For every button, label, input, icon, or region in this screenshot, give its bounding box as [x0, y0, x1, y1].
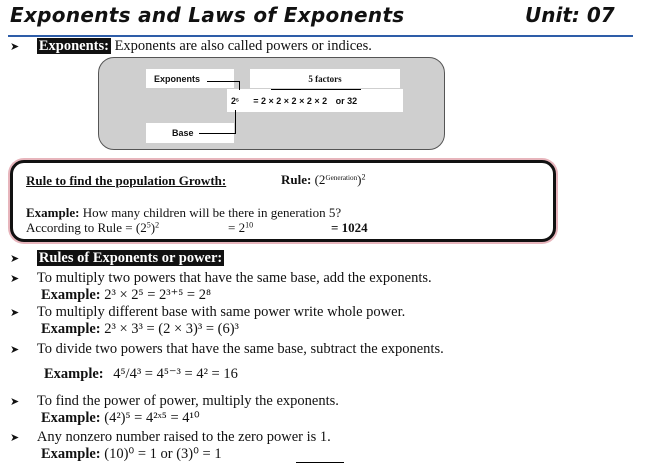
example-expression: 4⁵/4³ = 4⁵⁻³ = 4² = 16: [113, 366, 238, 382]
header-divider: [8, 35, 633, 37]
rules-heading-row: [10, 250, 224, 267]
rule-example-1: [41, 287, 211, 304]
factors-bracket: [271, 89, 361, 90]
rules-heading: Rules of Exponents or power:: [38, 250, 223, 266]
intro-term: Exponents:: [38, 38, 109, 54]
example-label: Example:: [41, 287, 101, 303]
example-expression: (4²)⁵ = 4²ˣ⁵ = 4¹⁰: [104, 410, 200, 426]
rule-item-2: [10, 304, 405, 321]
growth-example-row: [26, 205, 341, 221]
exponent-connector-down: [239, 81, 240, 90]
factors-label-box: [250, 69, 400, 88]
rule-item-4: [10, 393, 339, 410]
according-sup: 5: [146, 220, 151, 230]
bullet-arrow-icon: ➤: [10, 40, 20, 53]
base-connector: [199, 133, 235, 134]
expansion-box: [227, 89, 403, 112]
example-label: Example:: [44, 366, 104, 382]
rule-sup: Generation: [325, 174, 358, 183]
growth-step2: [228, 220, 253, 236]
growth-example-label: Example:: [26, 205, 80, 220]
rule-text: To divide two powers that have the same base, subtract the exponents.: [36, 341, 444, 357]
example-expression: 2³ × 2⁵ = 2³⁺⁵ = 2⁸: [104, 287, 212, 303]
growth-according: [26, 220, 159, 236]
bullet-arrow-icon: ➤: [10, 431, 20, 444]
unit-label: Unit: 07: [525, 3, 615, 27]
factors-label: 5 factors: [308, 74, 342, 84]
rule-example-3: [44, 366, 238, 383]
growth-rule: [281, 172, 366, 188]
rule-text: To multiply different base with same power write whole power.: [36, 304, 406, 320]
example-label: Example:: [41, 321, 101, 337]
intro-text: Exponents are also called powers or indices.: [114, 38, 372, 54]
exponents-label-box: [146, 69, 234, 88]
rule-text: To find the power of power, multiply the exponents.: [36, 393, 339, 409]
according-text: According to Rule = (2: [26, 220, 147, 235]
bullet-arrow-icon: ➤: [10, 395, 20, 408]
rule-item-5: [10, 429, 331, 446]
base-number: 2: [231, 96, 237, 106]
exponent-diagram: [98, 57, 445, 150]
rule-label: Rule:: [281, 172, 312, 187]
growth-example-question: How many children will be there in generation 5?: [82, 205, 342, 220]
rule-item-3: [10, 341, 444, 358]
according-close: ): [150, 220, 156, 235]
rule-close: ): [357, 172, 362, 187]
growth-heading: Rule to find the population Growth:: [26, 173, 227, 188]
page-title: Exponents and Laws of Exponents: [10, 3, 405, 27]
step2-sup: 10: [245, 220, 254, 230]
rule-text: To multiply two powers that have the same base, add the exponents.: [36, 270, 432, 286]
according-outer: 2: [155, 220, 160, 230]
base-label: Base: [172, 128, 194, 138]
rule-outer: 2: [361, 172, 366, 182]
power-number: 5: [236, 98, 239, 104]
rule-text: Any nonzero number raised to the zero power is 1.: [36, 429, 331, 445]
bottom-underline: [296, 462, 344, 463]
rule-open: (2: [314, 172, 326, 187]
bullet-arrow-icon: ➤: [10, 272, 20, 285]
growth-heading-row: [26, 173, 226, 189]
bullet-arrow-icon: ➤: [10, 343, 20, 356]
or-value: or 32: [335, 96, 358, 106]
example-label: Example:: [41, 410, 101, 426]
population-growth-box: [10, 160, 556, 242]
bullet-arrow-icon: ➤: [10, 306, 20, 319]
exponents-label: Exponents: [154, 74, 201, 84]
intro-line: [10, 38, 372, 55]
rule-example-2: [41, 321, 239, 338]
base-connector-up: [235, 110, 236, 134]
rule-item-1: [10, 270, 432, 287]
example-expression: (10)⁰ = 1 or (3)⁰ = 1: [104, 446, 222, 462]
exponent-connector: [207, 81, 239, 82]
step2-text: = 2: [228, 220, 246, 235]
bullet-arrow-icon: ➤: [10, 252, 20, 265]
rule-example-4: [41, 410, 200, 427]
example-label: Example:: [41, 446, 101, 462]
rule-example-5: [41, 446, 222, 463]
growth-result: = 1024: [331, 220, 368, 235]
expansion-text: = 2 × 2 × 2 × 2 × 2: [253, 96, 328, 106]
example-expression: 2³ × 3³ = (2 × 3)³ = (6)³: [104, 321, 239, 337]
